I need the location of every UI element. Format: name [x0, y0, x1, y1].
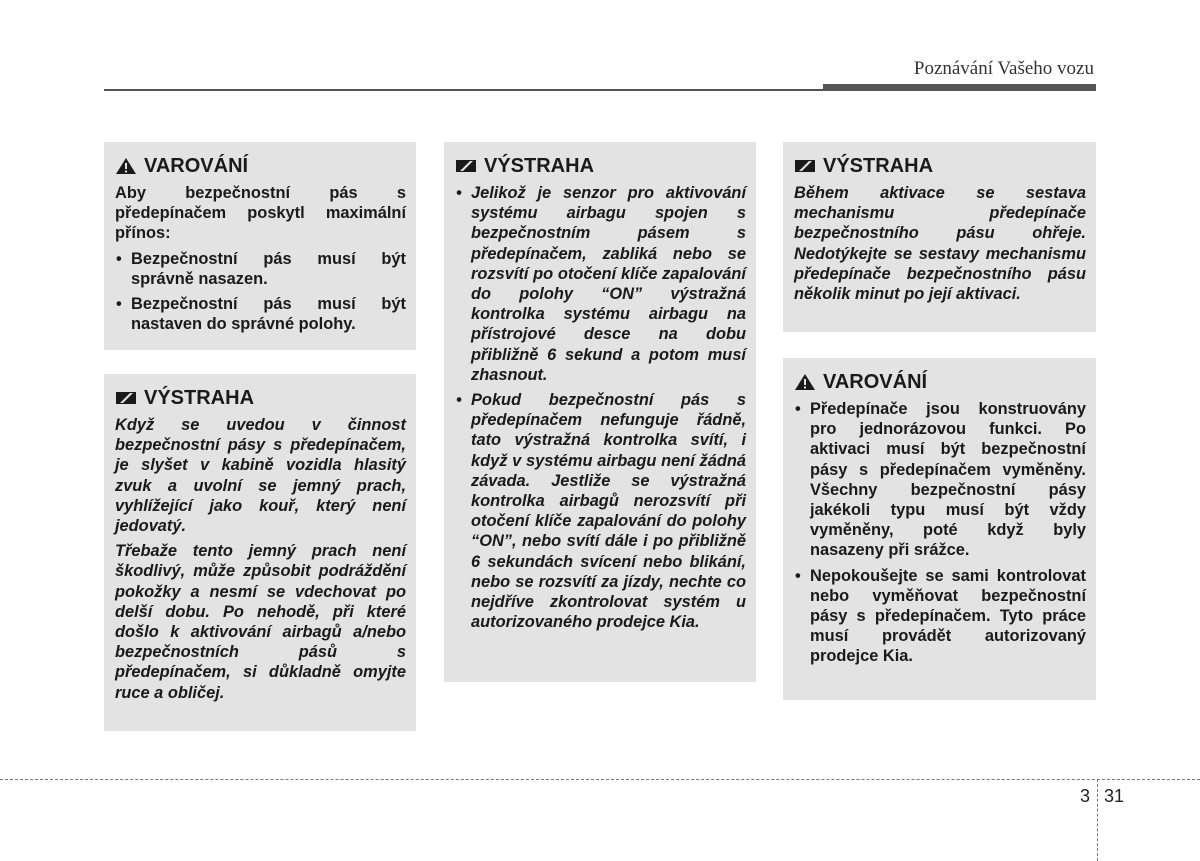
- box-title: [794, 154, 1086, 178]
- box-title: [455, 154, 746, 178]
- box-title: [794, 370, 1086, 394]
- box-title-text: VÝSTRAHA: [144, 387, 255, 409]
- warning-triangle-icon: [794, 373, 816, 391]
- box-title: [115, 386, 406, 410]
- list-item: • Předepínače jsou konstruovány pro jednorázovou funkci. Po aktivaci musí být bezpečnostní pásy s předepínačem vyměněny. Všechny bezpečnostní pásy jakékoli typu musí být vždy vyměněny, poté když byly nasazeny při srážce.: [794, 399, 1086, 561]
- page-header-title: Poznávání Vašeho vozu: [913, 58, 1094, 79]
- list-item: • Nepokoušejte se sami kontrolovat nebo vyměňovat bezpečnostní pásy s předepínačem. Tyto práce musí provádět autorizovaný prodejce Kia.: [794, 566, 1086, 667]
- footer-dashed-divider: [1097, 779, 1098, 861]
- warning-box-pretensioner: [104, 142, 416, 350]
- header-rule-accent: [823, 84, 1096, 91]
- box-title-text: VAROVÁNÍ: [823, 371, 928, 393]
- warning-box-replacement: [783, 358, 1096, 700]
- list-item: • Jelikož je senzor pro aktivování systému airbagu spojen s bezpečnostním pásem s předepínačem, zabliká nebo se rozsvítí po otočení klíče zapalování do polohy “ON” výstražná kontrolka systému airbagu na přístrojové desce na dobu přibližně 6 sekund a potom musí zhasnout.: [455, 183, 746, 385]
- chapter-number: 3: [1080, 786, 1091, 806]
- list-item: • Bezpečnostní pás musí být nastaven do správné polohy.: [115, 294, 406, 334]
- box-title-text: VÝSTRAHA: [823, 155, 934, 177]
- list-item: • Bezpečnostní pás musí být správně nasazen.: [115, 249, 406, 289]
- footer-dashed-rule: [0, 779, 1200, 780]
- caution-box-dust: [104, 374, 416, 731]
- box-paragraph: Během aktivace se sestava mechanismu předepínače bezpečnostního pásu ohřeje. Nedotýkejte se sestavy mechanismu předepínače bezpečnostního pásu několik minut po její aktivaci.: [794, 184, 1086, 304]
- list-item: • Pokud bezpečnostní pás s předepínačem nefunguje řádně, tato výstražná kontrolka svítí, i když v systému airbagu není žádná závada. Jestliže se výstražná kontrolka airbagů nerozsvítí při otočení klíče zapalování do polohy “ON”, nebo svítí dále i po přibližně 6 sekundách svícení nebo blikání, nebo se rozsvítí za jízdy, nechte co nejdříve zkontrolovat systém u autorizovaného prodejce Kia.: [455, 390, 746, 632]
- caution-box-airbag-light: [444, 142, 756, 682]
- box-paragraph: Třebaže tento jemný prach není škodlivý, může způsobit podráždění pokožky a nesmí se vdechovat po delší dobu. Po nehodě, při které došlo k aktivování airbagů a/nebo bezpečnostních pásů s předepínačem, si důkladně omyjte ruce a obličej.: [115, 542, 406, 702]
- caution-slash-icon: [455, 157, 477, 175]
- caution-slash-icon: [794, 157, 816, 175]
- caution-slash-icon: [115, 389, 137, 407]
- box-title: [115, 154, 406, 178]
- box-intro: Aby bezpečnostní pás s předepínačem poskytl maximální přínos:: [115, 184, 406, 243]
- box-title-text: VAROVÁNÍ: [144, 155, 249, 177]
- box-title-text: VÝSTRAHA: [484, 155, 595, 177]
- box-paragraph: Když se uvedou v činnost bezpečnostní pásy s předepínačem, je slyšet v kabině vozidla hlasitý zvuk a uvolní se jemný prach, vyhlížející jako kouř, který není jedovatý.: [115, 416, 406, 536]
- page-number: 31: [1104, 786, 1125, 806]
- warning-triangle-icon: [115, 157, 137, 175]
- caution-box-heat: [783, 142, 1096, 332]
